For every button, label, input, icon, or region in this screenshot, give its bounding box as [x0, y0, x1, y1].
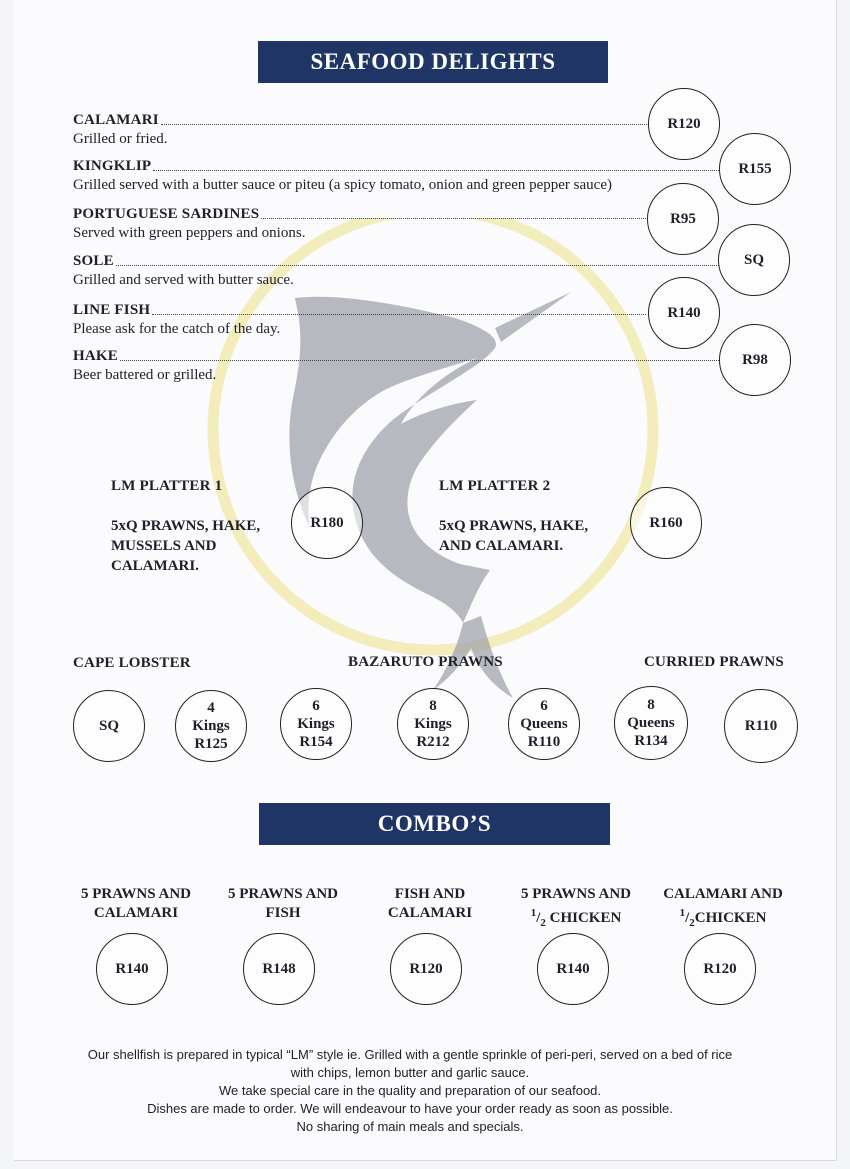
- item-description: Grilled or fried.: [73, 131, 168, 147]
- seafood-section-banner: SEAFOOD DELIGHTS: [258, 41, 608, 83]
- price: R134: [634, 733, 668, 749]
- platter-1-description: [111, 516, 260, 576]
- price: R125: [194, 736, 228, 752]
- combo-2-label: [213, 885, 353, 923]
- combo-line: FISH AND: [394, 886, 466, 902]
- item-description: Grilled and served with butter sauce.: [73, 272, 294, 288]
- bazaruto-prawns-heading: BAZARUTO PRAWNS: [348, 654, 503, 670]
- menu-item-hake: [73, 348, 721, 384]
- price-circle-kingklip: R155: [719, 133, 791, 205]
- qty: 6: [312, 698, 320, 714]
- combo-1-label: [66, 885, 206, 923]
- price-circle-platter-1: R180: [291, 487, 363, 559]
- price-circle-calamari: R120: [648, 88, 720, 160]
- item-name: KINGKLIP: [73, 158, 152, 174]
- price-circle-combo-2: R148: [243, 933, 315, 1005]
- item-name: HAKE: [73, 348, 118, 364]
- price: SQ: [98, 718, 119, 734]
- qty: 6: [540, 698, 548, 714]
- combo-line: $^1/_2$ CHICKEN: [530, 907, 622, 929]
- price-circle-combo-4: R140: [537, 933, 609, 1005]
- platter-2-title: LM PLATTER 2: [439, 478, 551, 494]
- platter-line: CALAMARI.: [111, 558, 199, 574]
- item-description: Please ask for the catch of the day.: [73, 321, 281, 337]
- menu-item-kingklip: [73, 158, 721, 194]
- price-circle-combo-1: R140: [96, 933, 168, 1005]
- half-fraction: $^1/_2$: [679, 907, 695, 929]
- cape-lobster-heading: CAPE LOBSTER: [73, 655, 191, 671]
- item-name: CALAMARI: [73, 112, 159, 128]
- price-circle-6-queens: [508, 688, 580, 760]
- platter-line: 5xQ PRAWNS, HAKE,: [111, 518, 261, 534]
- item-name: SOLE: [73, 253, 114, 269]
- footer-line: with chips, lemon butter and garlic sauce.: [290, 1065, 530, 1080]
- qty: 8: [647, 697, 655, 713]
- half-fraction: $^1/_2$: [530, 907, 546, 929]
- price-circle-sardines: R95: [647, 183, 719, 255]
- item-description: Served with green peppers and onions.: [73, 225, 306, 241]
- marlin-fish-logo: [195, 218, 675, 698]
- price-circle-line-fish: R140: [648, 277, 720, 349]
- combo-line: 5 PRAWNS AND: [80, 886, 191, 902]
- platter-1-title: LM PLATTER 1: [111, 478, 223, 494]
- price: R212: [416, 734, 450, 750]
- footer-notes: [60, 1046, 760, 1136]
- footer-line: Our shellfish is prepared in typical “LM” style ie. Grilled with a gentle sprinkle of peri-peri, served on a bed of rice: [87, 1047, 733, 1062]
- item-name: PORTUGUESE SARDINES: [73, 206, 260, 222]
- price-circle-8-queens: [614, 686, 688, 760]
- platter-line: AND CALAMARI.: [439, 538, 564, 554]
- combo-line: $^1/_2CHICKEN$: [679, 907, 767, 929]
- item-name: LINE FISH: [73, 302, 151, 318]
- item-description: Beer battered or grilled.: [73, 367, 217, 383]
- price: R154: [299, 734, 333, 750]
- combo-3-label: [360, 885, 500, 923]
- price: R110: [527, 734, 561, 750]
- combo-line: 5 PRAWNS AND: [227, 886, 338, 902]
- menu-item-sole: [73, 253, 721, 289]
- price-circle-4-kings: [175, 690, 247, 762]
- footer-line: No sharing of main meals and specials.: [296, 1119, 524, 1134]
- combo-line: CALAMARI AND: [663, 886, 783, 902]
- price-circle-sole: SQ: [718, 224, 790, 296]
- price-circle-cape-lobster: [73, 690, 145, 762]
- price-circle-curried-prawns: [724, 689, 798, 763]
- combos-section-banner: COMBO’S: [259, 803, 610, 845]
- price-circle-combo-3: R120: [390, 933, 462, 1005]
- platter-line: 5xQ PRAWNS, HAKE,: [439, 518, 589, 534]
- price-circle-combo-5: R120: [684, 933, 756, 1005]
- combo-4-label: [506, 885, 646, 933]
- size: Kings: [297, 716, 335, 732]
- curried-prawns-heading: CURRIED PRAWNS: [644, 654, 784, 670]
- size: Queens: [520, 716, 568, 732]
- combo-line: CALAMARI: [93, 905, 179, 921]
- combo-5-label: [653, 885, 793, 933]
- price-circle-6-kings: [280, 688, 352, 760]
- menu-item-line-fish: [73, 302, 648, 338]
- menu-item-calamari: [73, 112, 651, 148]
- qty: 4: [207, 700, 215, 716]
- footer-line: Dishes are made to order. We will endeavour to have your order ready as soon as possible.: [147, 1101, 673, 1116]
- price-circle-8-kings: [397, 688, 469, 760]
- footer-line: We take special care in the quality and preparation of our seafood.: [218, 1083, 602, 1098]
- size: Kings: [192, 718, 230, 734]
- size: Kings: [414, 716, 452, 732]
- platter-line: MUSSELS AND: [111, 538, 217, 554]
- qty: 8: [429, 698, 437, 714]
- price-circle-platter-2: R160: [630, 487, 702, 559]
- platter-2-description: [439, 516, 588, 556]
- combo-line: CALAMARI: [387, 905, 473, 921]
- price: R110: [744, 718, 778, 734]
- combo-line: 5 PRAWNS AND: [520, 886, 631, 902]
- combo-line: FISH: [265, 905, 301, 921]
- menu-item-portuguese-sardines: [73, 206, 648, 242]
- size: Queens: [627, 715, 675, 731]
- item-description: Grilled served with a butter sauce or piteu (a spicy tomato, onion and green pepper sauce): [73, 177, 612, 193]
- price-circle-hake: R98: [719, 324, 791, 396]
